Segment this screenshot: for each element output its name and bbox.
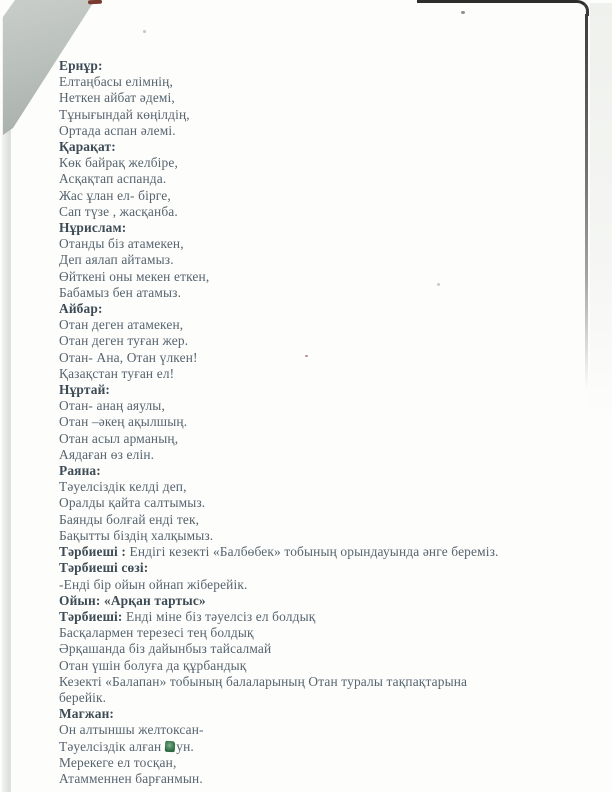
line-text: Сап түзе , жасқанба. (59, 203, 178, 219)
text-line (59, 366, 559, 382)
speaker-name: Тәрбиеші : (59, 544, 127, 560)
text-line (59, 577, 559, 593)
speaker-heading (59, 301, 559, 317)
text-line (59, 771, 559, 787)
text-line (59, 755, 559, 771)
speaker-name: Ойын: «Арқан тартыс» (59, 592, 206, 608)
text-line (59, 398, 559, 414)
text-line (59, 447, 559, 463)
text-line (59, 350, 559, 366)
line-text: Отан- Ана, Отан үлкен! (59, 349, 198, 365)
text-line (59, 722, 559, 738)
text-line (59, 495, 559, 511)
speaker-name: Қарақат: (59, 139, 116, 155)
speaker-name: Айбар: (59, 301, 103, 317)
line-text: Аядаған өз елін. (59, 446, 155, 462)
speaker-heading (59, 220, 559, 236)
line-text: -Енді бір ойын ойнап жіберейік. (59, 576, 248, 592)
line-text: Енді міне біз тәуелсіз ел болдық (126, 608, 316, 624)
line-text: Отан деген туған жер. (59, 333, 189, 349)
speaker-heading (59, 560, 559, 576)
line-text: Басқалармен терезесі тең болдық (59, 625, 254, 641)
text-line (59, 739, 559, 755)
text-line (59, 123, 559, 139)
speaker-heading (59, 58, 559, 74)
line-text: Бабамыз бен атамыз. (59, 284, 182, 300)
text-line (59, 236, 559, 252)
text-line (59, 512, 559, 528)
scan-right-edge-line (585, 14, 588, 390)
line-text: Оралды қайта салтымыз. (59, 495, 206, 511)
line-text: Атамменнен барғанмын. (59, 770, 203, 786)
text-line (59, 333, 559, 349)
line-text: Көк байрақ желбіре, (59, 155, 178, 171)
line-text: Жас ұлан ел- бірге, (59, 187, 171, 203)
red-pen-mark (88, 0, 102, 4)
text-line (59, 625, 559, 641)
line-text: Отанды біз атамекен, (59, 236, 184, 252)
line-text: Кезекті «Балапан» тобының балаларының Отан туралы тақпақтарына (59, 673, 468, 689)
scan-right-margin-band (590, 3, 612, 423)
line-text: Отан- анаң аяулы, (59, 398, 165, 414)
text-line (59, 285, 559, 301)
line-text: Қазақстан туған ел! (59, 365, 175, 381)
scan-speck (461, 11, 465, 14)
line-text: Әрқашанда біз дайынбыз тайсалмай (59, 641, 272, 657)
text-line (59, 188, 559, 204)
line-text: Тәуелсіздік келді деп, (59, 479, 187, 495)
line-text: Отан деген атамекен, (59, 317, 184, 333)
line-text: Он алтыншы желтоксан- (59, 722, 204, 738)
text-line (59, 528, 559, 544)
speaker-heading (59, 593, 559, 609)
line-text: Неткен айбат әдемі, (59, 90, 175, 106)
line-text: Елтаңбасы елімнің, (59, 74, 173, 90)
text-line (59, 479, 559, 495)
speaker-heading (59, 463, 559, 479)
green-ink-blot-icon (165, 740, 176, 752)
scan-speck (143, 30, 146, 33)
line-text: Деп аялап айтамыз. (59, 252, 174, 268)
line-text: Ортада аспан әлемі. (59, 122, 176, 138)
line-text: Өйткені оны мекен еткен, (59, 268, 210, 284)
text-line (59, 674, 559, 690)
line-text: Баянды болғай енді тек, (59, 511, 200, 527)
speaker-name: Тәрбиеші: (59, 608, 123, 624)
text-line (59, 658, 559, 674)
speaker-name: Тәрбиеші сөзі: (59, 560, 149, 576)
document-lines (59, 58, 559, 787)
text-line (59, 690, 559, 706)
text-line (59, 317, 559, 333)
text-line (59, 171, 559, 187)
text-line (59, 641, 559, 657)
line-text: Мерекеге ел тосқан, (59, 754, 177, 770)
line-text: Тұнығындай көңілдің, (59, 106, 190, 122)
line-text: Асқақтап аспанда. (59, 171, 167, 187)
speaker-heading (59, 382, 559, 398)
text-line (59, 204, 559, 220)
line-text: Отан үшін болуға да құрбандық (59, 657, 247, 673)
text-line (59, 155, 559, 171)
line-text: Отан асыл арманың, (59, 430, 179, 446)
speaker-name: Нұрислам: (59, 220, 127, 236)
text-line (59, 544, 559, 560)
text-line (59, 431, 559, 447)
text-line (59, 90, 559, 106)
speaker-name: Магжан: (59, 706, 115, 722)
scan-top-edge-line (417, 0, 589, 16)
speaker-name: Нұртай: (59, 382, 111, 398)
speaker-heading (59, 706, 559, 722)
text-line (59, 107, 559, 123)
line-text: Тәуелсіздік алған (59, 738, 162, 754)
text-line (59, 609, 559, 625)
line-text: Бақытты біздің халқымыз. (59, 527, 214, 543)
text-line (59, 414, 559, 430)
speaker-name: Раяна: (59, 463, 101, 479)
text-line (59, 252, 559, 268)
line-text: берейік. (59, 689, 107, 705)
text-line (59, 269, 559, 285)
text-line (59, 74, 559, 90)
line-text: Ендігі кезекті «Балбөбек» тобының орындауында әнге береміз. (129, 544, 499, 560)
line-text: ун. (176, 738, 194, 754)
line-text: Отан –әкең ақылшың. (59, 414, 188, 430)
speaker-name: Ернұр: (59, 58, 103, 73)
speaker-heading (59, 139, 559, 155)
